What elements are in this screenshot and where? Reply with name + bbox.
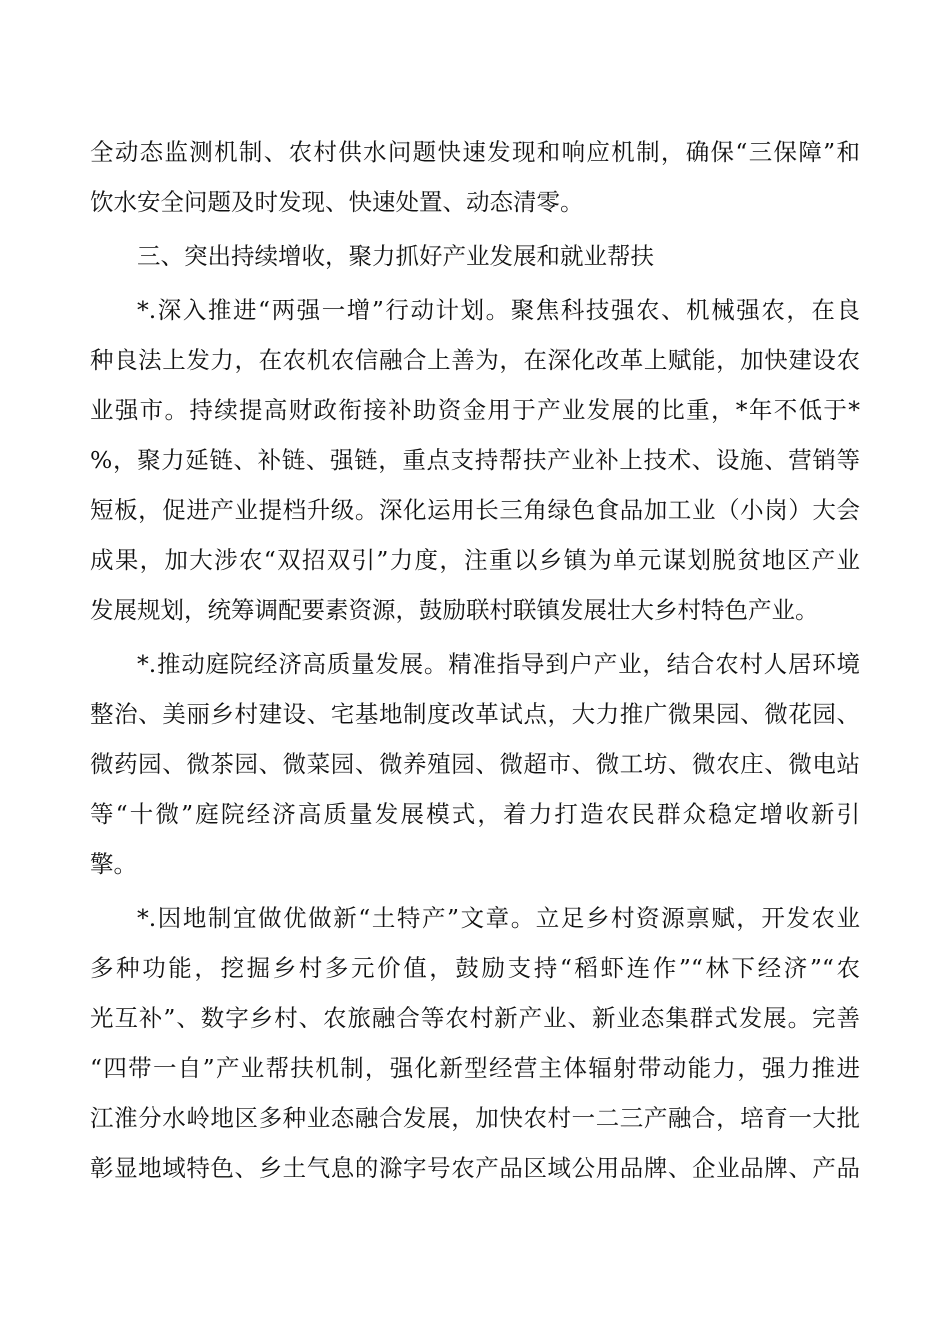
paragraph-line: *.推动庭院经济高质量发展。精准指导到户产业，结合农村人居环境 — [137, 650, 860, 678]
paragraph-line: “四带一自”产业帮扶机制，强化新型经营主体辐射带动能力，强力推进 — [90, 1054, 860, 1082]
paragraph-line: 短板，促进产业提档升级。深化运用长三角绿色食品加工业（小岗）大会 — [90, 496, 860, 524]
paragraph-line: 种良法上发力，在农机农信融合上善为，在深化改革上赋能，加快建设农 — [90, 346, 860, 374]
paragraph-line: 饮水安全问题及时发现、快速处置、动态清零。 — [90, 188, 584, 216]
paragraph-line: 等“十微”庭院经济高质量发展模式，着力打造农民群众稳定增收新引 — [90, 800, 860, 828]
paragraph-line: 微药园、微茶园、微菜园、微养殖园、微超市、微工坊、微农庄、微电站 — [90, 750, 860, 778]
section-heading: 三、突出持续增收，聚力抓好产业发展和就业帮扶 — [137, 242, 654, 270]
paragraph-line: 业强市。持续提高财政衔接补助资金用于产业发展的比重，*年不低于* — [90, 396, 860, 424]
paragraph-line: 发展规划，统筹调配要素资源，鼓励联村联镇发展壮大乡村特色产业。 — [90, 596, 819, 624]
paragraph-line: 全动态监测机制、农村供水问题快速发现和响应机制，确保“三保障”和 — [90, 138, 860, 166]
paragraph-line: 整治、美丽乡村建设、宅基地制度改革试点，大力推广微果园、微花园、 — [90, 700, 860, 728]
paragraph-line: 彰显地域特色、乡土气息的滁字号农产品区域公用品牌、企业品牌、产品 — [90, 1154, 860, 1182]
paragraph-line: 多种功能，挖掘乡村多元价值，鼓励支持“稻虾连作”“林下经济”“农 — [90, 954, 860, 982]
paragraph-line: 江淮分水岭地区多种业态融合发展，加快农村一二三产融合，培育一大批 — [90, 1104, 860, 1132]
paragraph-line: *.深入推进“两强一增”行动计划。聚焦科技强农、机械强农，在良 — [137, 296, 860, 324]
paragraph-line: 光互补”、数字乡村、农旅融合等农村新产业、新业态集群式发展。完善 — [90, 1004, 860, 1032]
paragraph-line: *.因地制宜做优做新“土特产”文章。立足乡村资源禀赋，开发农业 — [137, 904, 860, 932]
paragraph-line: 成果，加大涉农“双招双引”力度，注重以乡镇为单元谋划脱贫地区产业 — [90, 546, 860, 574]
paragraph-line: 擎。 — [90, 850, 137, 878]
paragraph-line: %，聚力延链、补链、强链，重点支持帮扶产业补上技术、设施、营销等 — [90, 446, 860, 474]
